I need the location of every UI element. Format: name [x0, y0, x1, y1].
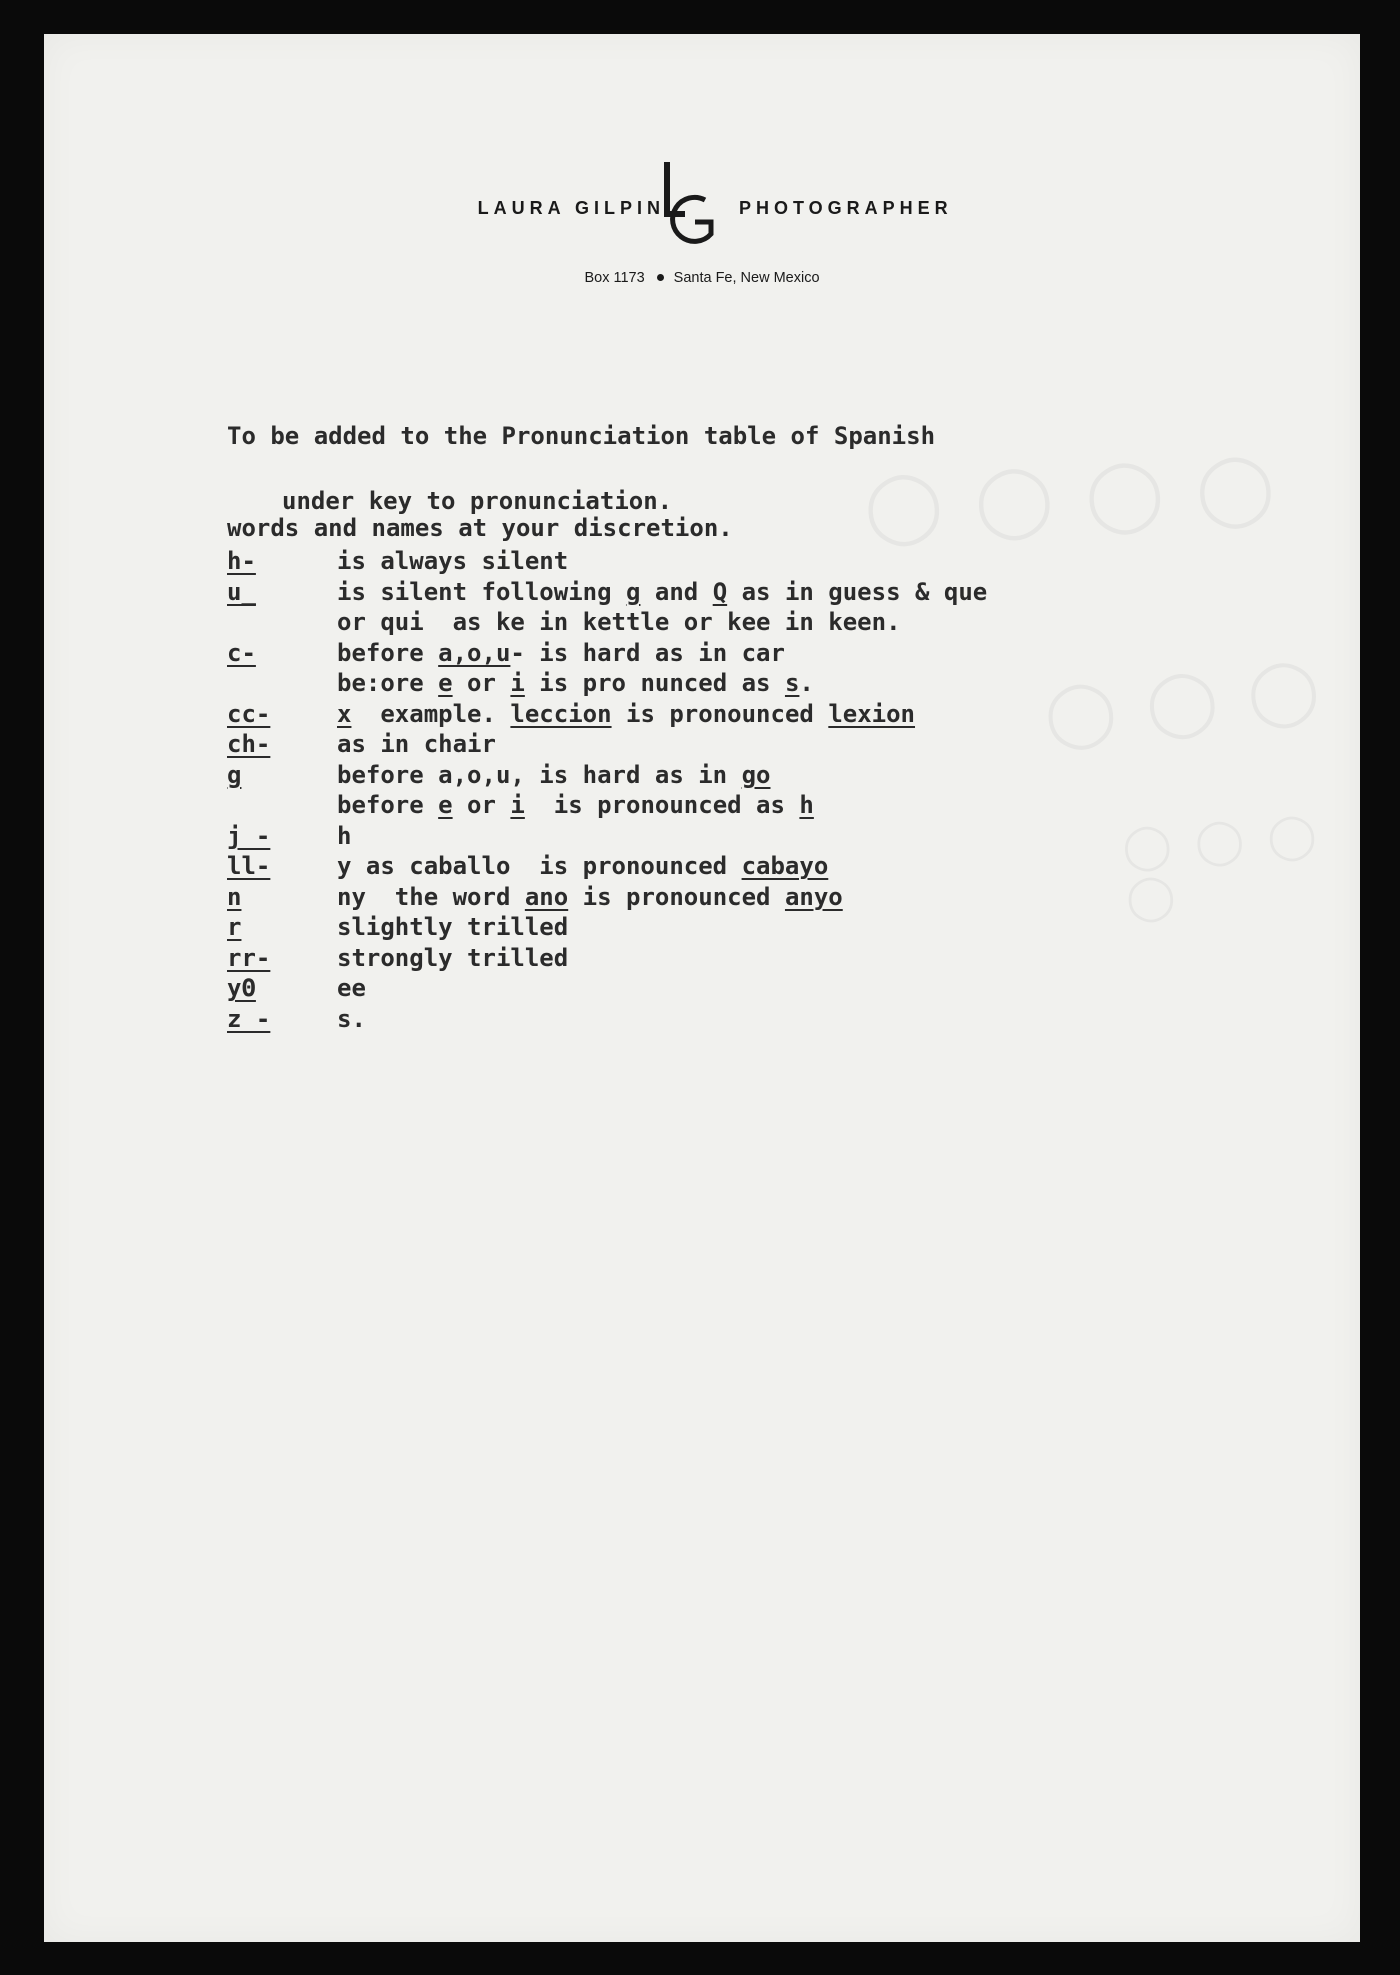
letter-key: z -: [227, 1004, 271, 1033]
letter-key: [227, 668, 337, 699]
pronunciation-row: [227, 851, 987, 882]
underlined-text: g: [625, 577, 641, 606]
rule-text: y as caballo is pronounced: [337, 852, 742, 880]
pronunciation-rule: [337, 943, 568, 974]
rule-text: is always silent: [337, 547, 569, 575]
underlined-text: i: [510, 791, 525, 819]
pronunciation-row: [227, 729, 987, 760]
pronunciation-table: [227, 546, 987, 1034]
bleed-through-mark: ◯ ◯ ◯ ◯: [862, 443, 1281, 548]
pronunciation-row: [227, 1004, 987, 1035]
rule-text: or qui as ke in kettle or kee in keen.: [337, 608, 901, 636]
pronunciation-row: [227, 760, 987, 791]
rule-text: example.: [351, 699, 511, 728]
letter-page: [44, 34, 1360, 1942]
rule-text: strongly trilled: [337, 943, 569, 972]
rule-text: before a,o,u, is hard as in: [337, 760, 742, 789]
pronunciation-rule: [337, 607, 901, 638]
subheading: under key to pronunciation.: [282, 487, 673, 515]
rule-text: is pronounced: [611, 699, 829, 728]
intro-line: To be added to the Pronunciation table of Spanish: [227, 422, 936, 450]
underlined-text: lexion: [828, 699, 916, 728]
letterhead-address: [44, 270, 1360, 286]
bleed-through-mark: ◯ ◯ ◯ ◯: [1120, 808, 1323, 925]
rule-text: as in guess & que: [727, 577, 988, 606]
rule-text: is pronounced: [568, 882, 785, 911]
rule-text: - is hard as in car: [510, 638, 785, 667]
pronunciation-rule: [337, 699, 915, 730]
underlined-text: e: [438, 791, 453, 819]
letterhead: [44, 158, 1360, 286]
underlined-text: a,o,u: [438, 638, 511, 667]
pronunciation-row: [227, 821, 987, 852]
pronunciation-rule: [337, 638, 785, 669]
pronunciation-rule: [337, 546, 568, 577]
pronunciation-row: [227, 790, 987, 821]
underlined-text: go: [741, 760, 771, 789]
letter-key: g: [227, 760, 242, 789]
underlined-text: s: [784, 669, 800, 697]
pronunciation-rule: [337, 912, 568, 943]
rule-text: is pronounced as: [524, 791, 800, 819]
rule-text: .: [799, 669, 814, 697]
pronunciation-row: [227, 943, 987, 974]
letter-key: h-: [227, 547, 256, 575]
underlined-text: ano: [524, 882, 569, 911]
pronunciation-rule: [337, 1004, 366, 1035]
rule-text: slightly trilled: [337, 913, 569, 941]
rule-text: as in chair: [337, 730, 496, 758]
intro-line: words and names at your discretion.: [227, 513, 733, 542]
pronunciation-row: [227, 607, 987, 638]
bullet-icon: [657, 274, 664, 281]
letterhead-profession: PHOTOGRAPHER: [739, 198, 953, 218]
letterhead-name: LAURA GILPIN: [477, 198, 665, 218]
pronunciation-row: [227, 699, 987, 730]
underlined-text: cabayo: [741, 852, 829, 880]
pronunciation-rule: [337, 882, 843, 913]
rule-text: s.: [337, 1004, 366, 1033]
pronunciation-row: [227, 668, 987, 699]
pronunciation-rule: [337, 790, 814, 821]
letter-key: cc-: [227, 699, 271, 728]
letter-key: n: [227, 882, 242, 911]
letter-key: ch-: [227, 730, 271, 758]
address-city: Santa Fe, New Mexico: [673, 270, 820, 286]
lg-monogram-icon: [649, 158, 729, 254]
rule-text: is silent following: [337, 577, 626, 606]
rule-text: h: [337, 821, 352, 850]
underlined-text: leccion: [510, 699, 612, 728]
letter-key: [227, 790, 337, 821]
rule-text: or: [452, 791, 511, 819]
letter-key: yΘ: [227, 974, 256, 1002]
pronunciation-rule: [337, 851, 828, 882]
pronunciation-row: [227, 912, 987, 943]
letter-key: rr-: [227, 943, 271, 972]
letter-key: [227, 607, 337, 638]
letter-key: j -: [227, 821, 271, 850]
underlined-text: anyo: [784, 882, 843, 911]
pronunciation-row: [227, 577, 987, 608]
pronunciation-row: [227, 973, 987, 1004]
pronunciation-row: [227, 638, 987, 669]
letter-key: r: [227, 913, 242, 941]
pronunciation-rule: [337, 729, 496, 760]
rule-text: before: [337, 791, 439, 819]
rule-text: ee: [337, 974, 366, 1002]
pronunciation-row: [227, 882, 987, 913]
rule-text: and: [640, 577, 713, 606]
pronunciation-rule: [337, 821, 351, 852]
pronunciation-row: [227, 546, 987, 577]
underlined-text: x: [337, 699, 352, 728]
underlined-text: h: [799, 791, 814, 819]
letter-key: ll-: [227, 852, 271, 880]
rule-text: ny the word: [337, 882, 525, 911]
pronunciation-rule: [337, 973, 366, 1004]
rule-text: before: [337, 638, 439, 667]
letter-key: u_: [227, 577, 256, 606]
bleed-through-mark: ◯ ◯ ◯: [1040, 649, 1327, 754]
address-box: Box 1173: [584, 270, 645, 286]
pronunciation-rule: [337, 668, 814, 699]
underlined-text: Q: [712, 577, 728, 606]
underlined-text: e: [438, 669, 453, 697]
rule-text: is pro nunced as: [524, 669, 785, 697]
rule-text: be:ore: [337, 669, 439, 697]
pronunciation-rule: [337, 760, 770, 791]
pronunciation-rule: [337, 577, 987, 608]
rule-text: or: [452, 669, 511, 697]
underlined-text: i: [510, 669, 525, 697]
letter-key: c-: [227, 638, 256, 667]
